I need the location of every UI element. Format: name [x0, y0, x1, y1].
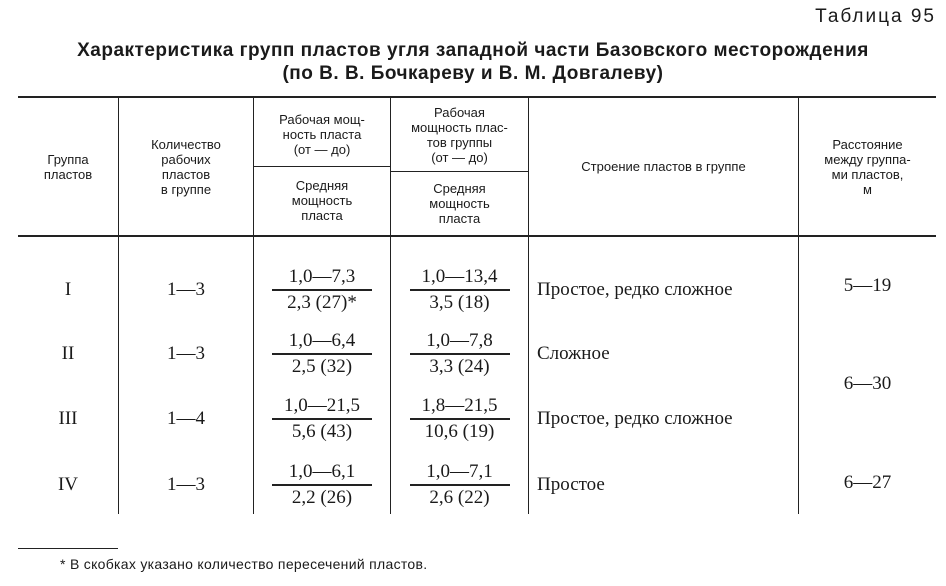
header-group-range: Рабочая мощность плас- тов группы (от — до)	[411, 105, 508, 165]
row-3-group-range: 1,8—21,5	[421, 395, 498, 417]
distance-3: 6—27	[843, 472, 892, 493]
row-1-group-avg: 3,5 (18)	[429, 291, 490, 313]
row-2-structure: Сложное	[537, 343, 610, 364]
row-2-seam-thickness	[254, 326, 390, 382]
row-3-count: 1—4	[167, 408, 205, 429]
row-1-seam-thickness	[254, 262, 390, 318]
row-3-group-avg: 10,6 (19)	[424, 420, 495, 442]
row-4-group-avg: 2,6 (22)	[429, 486, 490, 508]
header-group: Группа пластов	[43, 151, 93, 182]
header-count: Количество рабочих пластов в группе	[151, 136, 221, 197]
header-seam-range: Рабочая мощ- ность пласта (от — до)	[279, 111, 365, 157]
table-number: Таблица 95	[815, 6, 936, 27]
distance-2: 6—30	[843, 373, 892, 394]
row-2-seam-range: 1,0—6,4	[288, 330, 356, 352]
distance-1: 5—19	[843, 275, 892, 296]
row-1-seam-range: 1,0—7,3	[288, 266, 356, 288]
row-4-seam-thickness	[254, 457, 390, 513]
row-2-group: II	[61, 343, 75, 364]
row-1-group-thickness	[391, 262, 528, 318]
table-title-line2: (по В. В. Бочкареву и В. М. Довгалеву)	[282, 63, 664, 84]
row-4-count: 1—3	[167, 474, 205, 495]
row-4-seam-range: 1,0—6,1	[288, 461, 356, 483]
table-title-line1: Характеристика групп пластов угля западной части Базовского месторождения	[77, 40, 869, 61]
header-distance: Расстояние между группа- ми пластов, м	[824, 136, 911, 197]
row-4-group-thickness	[391, 457, 528, 513]
header-structure: Строение пластов в группе	[581, 159, 746, 174]
header-group-avg: Средняя мощность пласта	[429, 180, 490, 226]
row-4-group: IV	[57, 474, 79, 495]
header-seam-avg: Средняя мощность пласта	[291, 177, 353, 223]
row-1-count: 1—3	[167, 279, 205, 300]
group-header-divider	[391, 171, 528, 172]
row-2-count: 1—3	[167, 343, 205, 364]
row-3-group: III	[58, 408, 78, 429]
row-4-group-range: 1,0—7,1	[426, 461, 493, 483]
row-2-group-avg: 3,3 (24)	[429, 355, 490, 377]
row-3-seam-thickness	[254, 391, 390, 447]
row-4-seam-avg: 2,2 (26)	[291, 486, 353, 508]
row-2-seam-avg: 2,5 (32)	[291, 355, 353, 377]
row-1-group-range: 1,0—13,4	[421, 266, 498, 288]
row-1-seam-avg: 2,3 (27)*	[287, 291, 357, 313]
row-2-group-thickness	[391, 326, 528, 382]
footnote: * В скобках указано количество пересечений пластов.	[60, 556, 428, 572]
row-3-seam-avg: 5,6 (43)	[291, 420, 353, 442]
row-3-structure: Простое, редко сложное	[537, 408, 733, 429]
row-1-group: I	[64, 279, 72, 300]
row-3-group-thickness	[391, 391, 528, 447]
row-3-seam-range: 1,0—21,5	[284, 395, 360, 417]
seam-header-divider	[253, 166, 390, 167]
row-1-structure: Простое, редко сложное	[537, 279, 733, 300]
row-4-structure: Простое	[537, 474, 605, 495]
footnote-rule	[18, 548, 118, 549]
row-2-group-range: 1,0—7,8	[426, 330, 493, 352]
